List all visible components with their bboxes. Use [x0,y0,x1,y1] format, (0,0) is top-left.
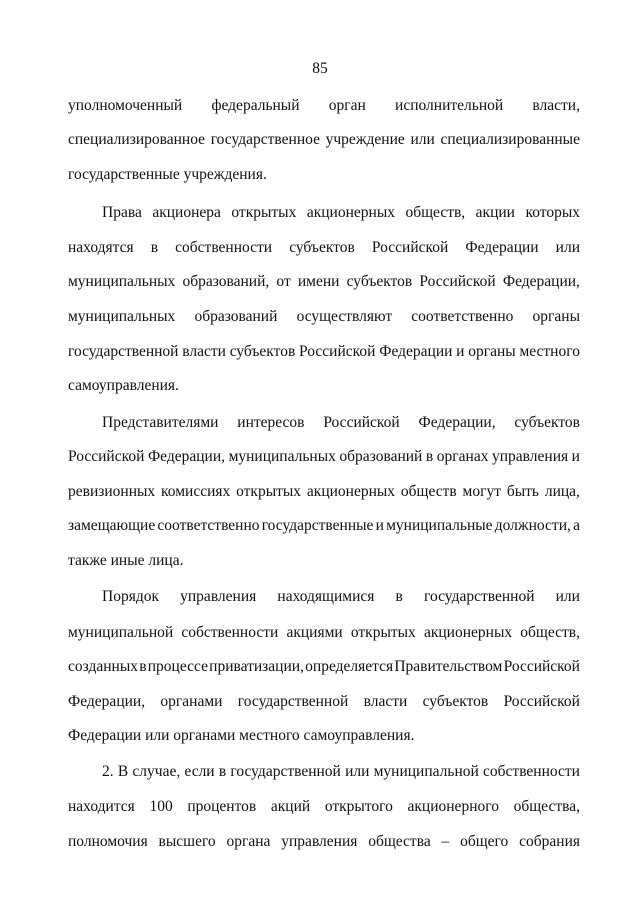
word: в [218,763,227,780]
word: Права [102,204,142,221]
word: органы [532,308,580,325]
word: открытых [236,483,302,500]
word: муниципальных [68,308,176,325]
word: должности, [494,517,571,534]
word: имени [297,273,340,290]
text-line [102,587,580,607]
word: Федерации, [147,448,226,465]
word: общества, [513,798,580,815]
word: высшего [158,833,216,850]
word: акций [270,798,311,815]
word: если [184,763,215,780]
page-number: 85 [312,60,328,77]
word: субъектов [289,239,355,256]
word: приватизации, [209,658,304,675]
word: субъектов [229,343,296,360]
word: муниципальной [68,624,174,641]
word: муниципальные [386,517,493,534]
word: открытых [350,624,416,641]
text-line [68,342,580,362]
word: собрания [519,833,580,850]
word: акционерных [423,624,513,641]
text-line: самоуправления. [68,377,179,394]
word: управления [281,833,358,850]
word: общества [368,833,431,850]
word: власти [363,693,408,710]
word: образований, [182,273,270,290]
word: быть [506,483,539,500]
word: могут [462,483,501,500]
word: муниципальной [373,763,479,780]
word: и [571,448,580,465]
word: Федерации, [68,693,146,710]
word: образований [339,448,423,465]
word: общего [460,833,509,850]
word: Правительством [394,658,503,675]
text-line [68,623,580,643]
word: обществ, [520,624,580,641]
word: субъектов [514,414,580,431]
word: Российской [503,693,580,710]
text-line [102,203,580,223]
word: собственности [175,239,273,256]
word: или [410,131,435,148]
word: акционерных [306,483,396,500]
word: и [456,343,465,360]
word: органами [160,693,223,710]
word: уполномоченный [68,97,183,114]
word: орган [328,97,366,114]
word: обществ, [405,204,466,221]
text-line [68,307,580,327]
word: Российской [503,658,580,675]
word: собственности [181,624,279,641]
word: акционерных [306,204,395,221]
word: органа [226,833,271,850]
word: осуществляют [296,308,393,325]
word: Федерации [465,239,539,256]
word: открытого [324,798,393,815]
word: процессе [147,658,208,675]
word: которых [525,204,580,221]
word: государственной [68,343,179,360]
word: органы [468,343,516,360]
text-line: государственные учреждения. [68,166,267,183]
text-line: также иные лица. [68,552,184,569]
word: управления [180,588,257,605]
word: муниципальных [228,448,336,465]
word: специализированные [440,131,580,148]
word: полномочия [68,833,148,850]
word: образований [194,308,278,325]
word: Российской [68,448,145,465]
word: акционера [152,204,221,221]
word: органах [436,448,489,465]
word: обществ [400,483,457,500]
word: власти, [532,97,580,114]
word: интересов [237,414,305,431]
text-line [68,238,580,258]
word: собственности [483,763,580,780]
word: процентов [187,798,257,815]
word: находятся [68,239,134,256]
text-line [68,447,580,467]
word: Порядок [102,588,159,605]
text-line [68,692,580,712]
word: или [555,239,580,256]
word: акционерного [407,798,499,815]
word: управления [492,448,569,465]
word: соответственно [411,308,514,325]
word: местного [519,343,580,360]
text-line [102,762,580,782]
text-line [68,797,580,817]
text-line [102,413,580,433]
text-line [68,96,580,116]
word: соответственно [157,517,260,534]
word: открытых [231,204,297,221]
text-line [68,272,580,292]
word: в [425,448,434,465]
word: лица, [544,483,580,500]
word: муниципальных [68,273,176,290]
word: в [139,658,147,675]
word: 100 [149,798,173,815]
word: или [555,588,580,605]
text-line [68,657,580,677]
word: государственное [210,131,320,148]
word: в [395,588,403,605]
text-line [68,516,580,536]
word: субъектов [346,273,413,290]
word: в [150,239,159,256]
word: определяется [305,658,394,675]
word: Федерации, [418,414,496,431]
word: комиссиях [161,483,231,500]
word: Федерации [379,343,453,360]
word: акции [475,204,515,221]
text-line [68,130,580,150]
word: специализированное [68,131,206,148]
word: Российской [371,239,449,256]
word: созданных [68,658,138,675]
word: государственной [230,763,341,780]
word: власти [182,343,226,360]
word: замещающие [68,517,156,534]
text-line [68,482,580,502]
word: находится [68,798,135,815]
word: государственной [424,588,535,605]
word: субъектов [422,693,489,710]
word: Российской [419,273,496,290]
word: исполнительной [395,97,504,114]
word: государственной [237,693,349,710]
word: государственные [261,517,374,534]
word: федеральный [211,97,300,114]
word: а [573,517,580,534]
word: Российской [299,343,376,360]
word: Представителями [102,414,219,431]
word: учреждение [325,131,405,148]
word: случае, [132,763,181,780]
word: находящимися [277,588,375,605]
word: Федерации, [502,273,580,290]
word: ревизионных [68,483,156,500]
word: и [375,517,384,534]
word: 2. [102,763,114,780]
text-line [68,832,580,852]
word: от [276,273,291,290]
word: или [345,763,370,780]
word: Российской [323,414,400,431]
word: – [441,833,450,850]
word: В [117,763,129,780]
text-line: Федерации или органами местного самоуправления. [68,727,415,744]
word: акциями [286,624,343,641]
